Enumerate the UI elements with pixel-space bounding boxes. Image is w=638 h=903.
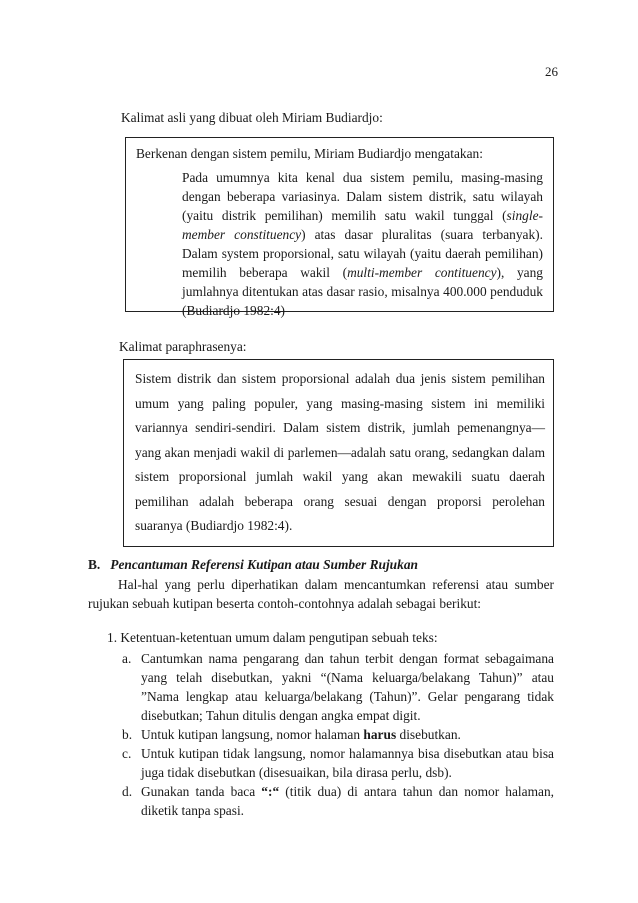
sub-item-b [122, 725, 554, 744]
section-body: Hal-hal yang perlu diperhatikan dalam mencantumkan referensi atau sumber rujukan sebuah kutipan beserta contoh-contohnya adalah sebagai berikut: [88, 577, 554, 611]
sub-item-marker: b. [122, 727, 133, 742]
sub-list [122, 649, 554, 820]
quote-term-multi-member: multi-member contituency [347, 265, 497, 280]
sub-item-d [122, 782, 554, 820]
paraphrase-box [123, 359, 554, 547]
section-title: Pencantuman Referensi Kutipan atau Sumber Rujukan [110, 557, 418, 572]
sub-item-text: Untuk kutipan tidak langsung, nomor halamannya bisa disebutkan atau bisa juga tidak disebutkan (disesuaikan, bila dirasa perlu, dsb). [141, 746, 554, 780]
sub-item-text: Untuk kutipan langsung, nomor halaman [141, 727, 364, 742]
original-quote-box [125, 137, 554, 318]
block-quote [182, 168, 543, 320]
sub-item-text: disebutkan. [396, 727, 461, 742]
original-sentence-label: Kalimat asli yang dibuat oleh Miriam Budiardjo: [121, 110, 383, 125]
sub-item-emphasis: harus [363, 727, 397, 742]
quote-text-3: ), yang jumlahnya ditentukan atas dasar rasio, misalnya 400.000 penduduk (Budiardjo 1982:4) [182, 265, 543, 318]
sub-item-a [122, 649, 554, 725]
paraphrase-label: Kalimat paraphrasenya: [119, 339, 247, 354]
page-number: 26 [545, 64, 558, 79]
sub-item-marker: c. [122, 746, 132, 761]
section-letter: B. [88, 557, 101, 572]
quote-text-1: Pada umumnya kita kenal dua sistem pemilu, masing-masing dengan beberapa variasinya. Dalam sistem distrik, satu wilayah (yaitu distrik pemilihan) memilih satu wakil tunggal ( [182, 170, 543, 223]
sub-item-c [122, 744, 554, 782]
list-item-1: 1. Ketentuan-ketentuan umum dalam pengutipan sebuah teks: [107, 630, 438, 645]
quote-text-2: ) atas dasar pluralitas (suara terbanyak). Dalam system proporsional, satu wilayah (yaitu daerah pemilihan) memilih beberapa wakil ( [182, 227, 543, 280]
sub-item-emphasis: “:“ [261, 784, 280, 799]
sub-item-marker: a. [122, 651, 132, 666]
section-heading [88, 557, 418, 573]
sub-item-text: Cantumkan nama pengarang dan tahun terbit dengan format sebagaimana yang telah disebutkan, yakni “(Nama keluarga/belakang Tahun)” atau ”Nama lengkap atau keluarga/belakang (Tahun)”. Gelar pengarang tidak disebutkan; Tahun ditulis dengan angka empat digit. [141, 651, 554, 723]
sub-item-text: (titik dua) di antara tahun dan nomor halaman, diketik tanpa spasi. [141, 784, 555, 818]
paraphrase-text: Sistem distrik dan sistem proporsional adalah dua jenis sistem pemilihan umum yang paling populer, yang masing-masing sistem ini memiliki variannya sendiri-sendiri. Dalam sistem distrik, jumlah pemenangnya—yang akan menjadi wakil di parlemen—adalah satu orang, sedangkan dalam sistem proporsional jumlah wakil yang akan mewakili suatu daerah pemilihan adalah beberapa orang sesuai dengan proporsi perolehan suaranya (Budiardjo 1982:4). [135, 371, 545, 533]
sub-item-text: Gunakan tanda baca [141, 784, 262, 799]
quote-intro: Berkenan dengan sistem pemilu, Miriam Budiardjo mengatakan: [136, 146, 483, 161]
quote-term-single-member: single-member constituency [182, 208, 543, 242]
sub-item-marker: d. [122, 784, 133, 799]
